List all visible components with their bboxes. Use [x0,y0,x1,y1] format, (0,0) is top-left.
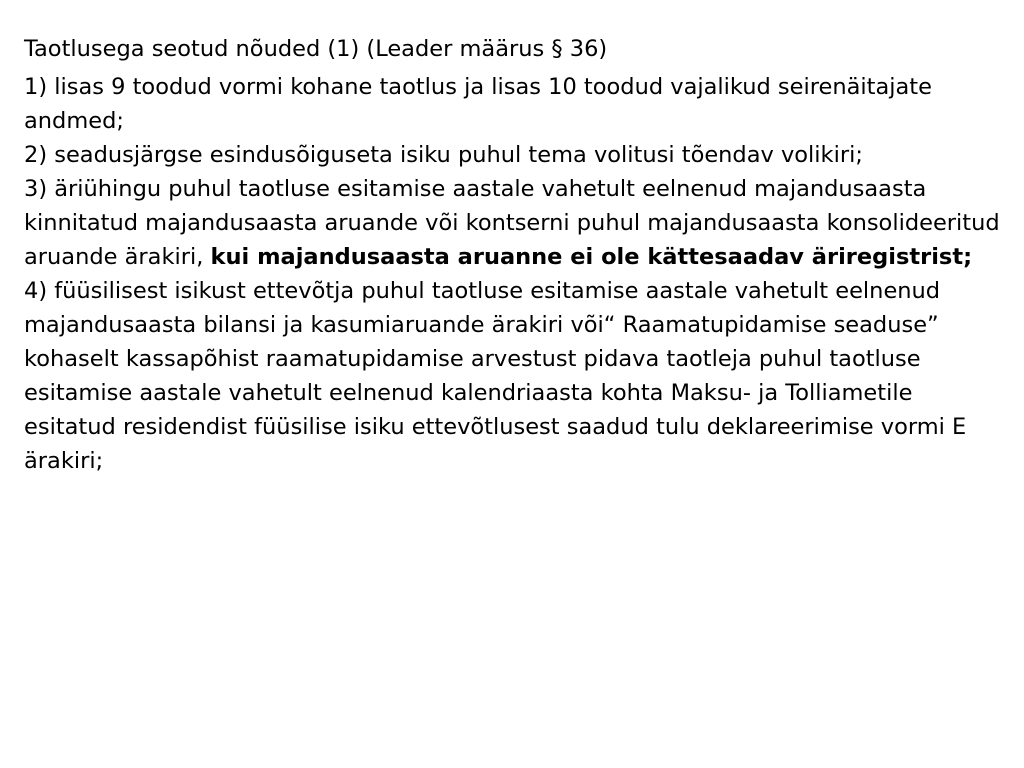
requirement-text: 2) seadusjärgse esindusõiguseta isiku puhul tema volitusi tõendav volikiri; [24,142,863,168]
requirement-item-3 [24,172,1000,274]
requirement-emphasis: kui majandusaasta aruanne ei ole kättesaadav äriregistrist; [210,244,973,270]
requirement-item-4 [24,274,1000,478]
requirement-text: 1) lisas 9 toodud vormi kohane taotlus ja lisas 10 toodud vajalikud seirenäitajate andmed; [24,74,932,134]
requirement-item-2 [24,138,1000,172]
requirements-list [24,70,1000,478]
requirement-text: 3) äriühingu puhul taotluse esitamise aastale vahetult eelnenud majandusaasta kinnitatud majandusaasta aruande või kontserni puhul majandusaasta konsolideeritud aruande ärakiri, [24,176,1000,270]
requirement-text: 4) füüsilisest isikust ettevõtja puhul taotluse esitamise aastale vahetult eelnenud majandusaasta bilansi ja kasumiaruande ärakiri või“ Raamatupidamise seaduse” kohaselt kassapõhist raamatupidamise arvestust pidava taotleja puhul taotluse esitamise aastale vahetult eelnenud kalendriaasta kohta Maksu- ja Tolliametile esitatud residendist füüsilise isiku ettevõtlusest saadud tulu deklareerimise vormi E ärakiri; [24,278,967,474]
slide-title: Taotlusega seotud nõuded (1) (Leader määrus § 36) [24,36,608,62]
slide-content [24,32,1000,478]
requirement-item-1 [24,70,1000,138]
